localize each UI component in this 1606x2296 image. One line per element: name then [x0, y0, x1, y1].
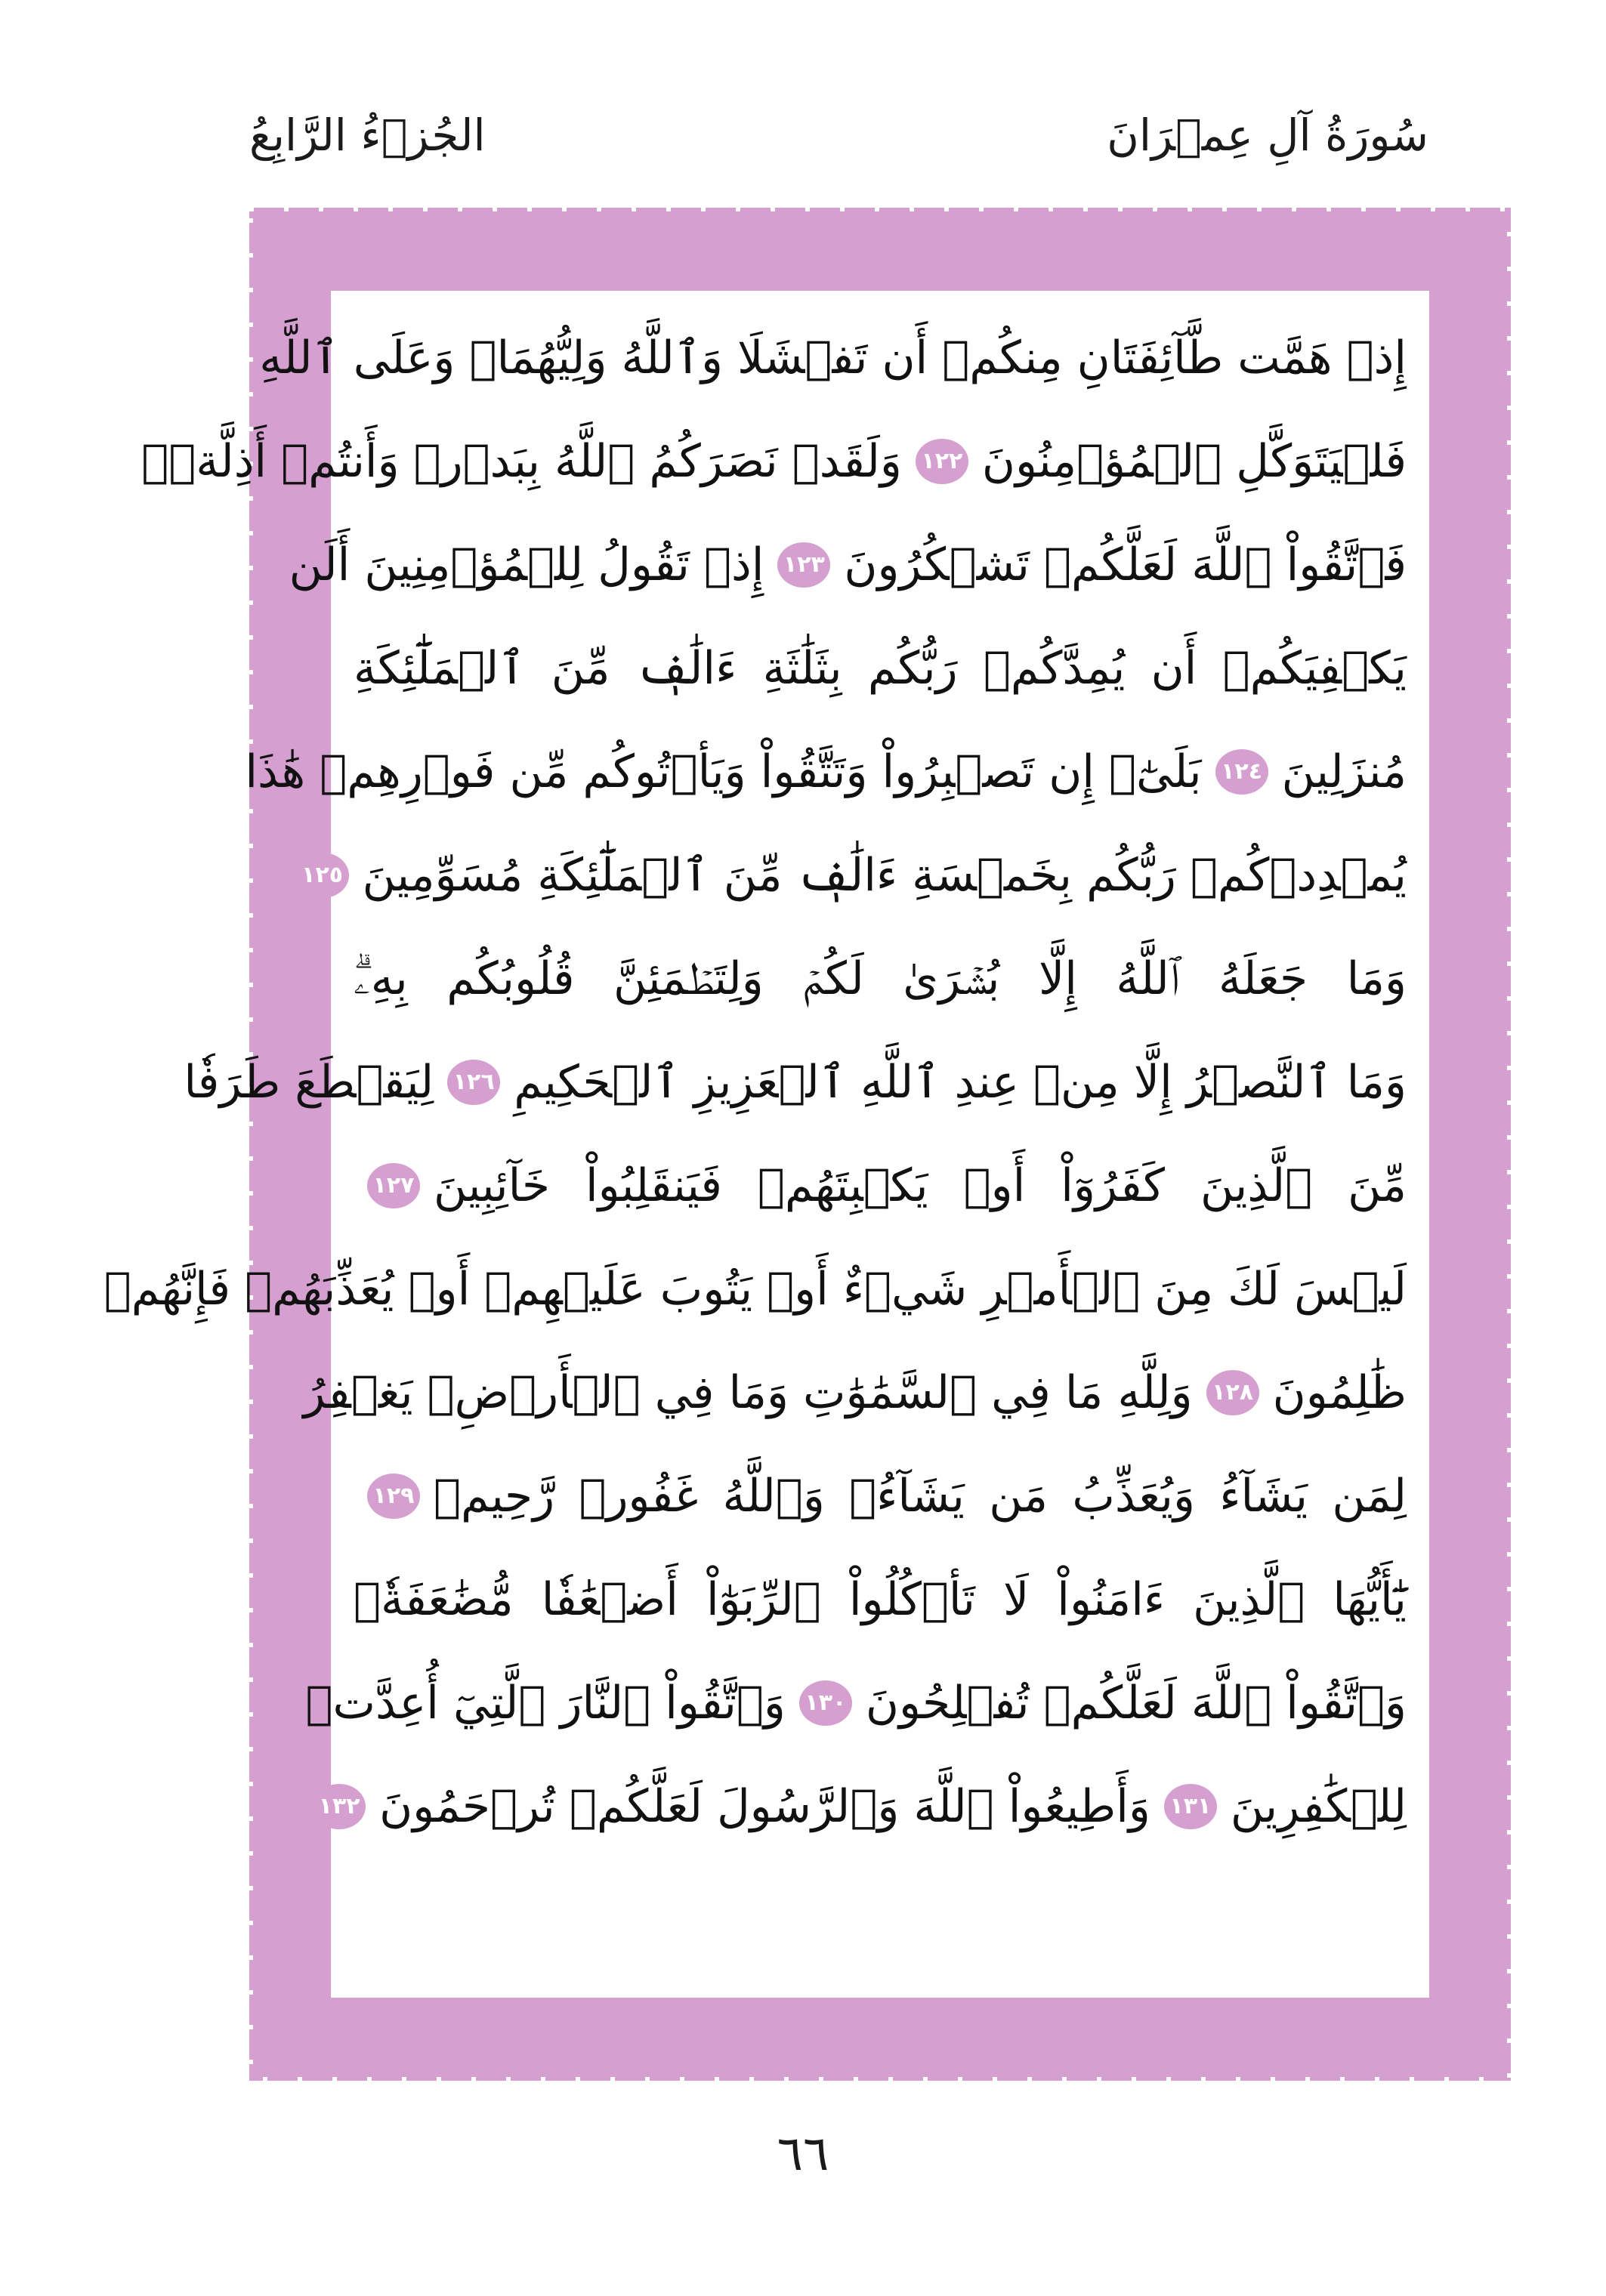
verse-line — [289, 513, 1407, 616]
verse-text: وَٱتَّقُواْ ٱلنَّارَ ٱلَّتِيٓ أُعِدَّتۡ — [305, 1676, 786, 1730]
verse-text: مِّنَ ٱلَّذِينَ كَفَرُوٓاْ أَوۡ يَكۡبِتَهُمۡ فَيَنقَلِبُواْ خَآئِبِينَ — [434, 1159, 1407, 1212]
verse-line — [301, 823, 1407, 927]
page-frame — [103, 208, 1511, 2081]
verse-text: إِذۡ هَمَّت طَّآئِفَتَانِ مِنكُمۡ أَن تَفۡشَلَا وَٱللَّهُ وَلِيُّهُمَاۗ وَعَلَى ٱللَّهِ — [259, 331, 1407, 384]
ayah-number-marker: ١٣١ — [1164, 1784, 1217, 1829]
verse-line — [184, 1030, 1407, 1134]
verse-text: يَٰٓأَيُّهَا ٱلَّذِينَ ءَامَنُواْ لَا تَأۡكُلُواْ ٱلرِّبَوٰٓاْ أَضۡعَٰفٗا مُّضَٰعَفَةٗۖ — [354, 1572, 1407, 1626]
ayah-number-marker: ١٢٤ — [1215, 749, 1268, 795]
verse-line — [303, 1341, 1407, 1444]
verse-text: مُنزَلِينَ — [1281, 745, 1407, 798]
ayah-number-marker: ١٢٢ — [916, 439, 968, 484]
verse-text: إِذۡ تَقُولُ لِلۡمُؤۡمِنِينَ أَلَن — [289, 538, 764, 591]
verse-line — [354, 1548, 1407, 1651]
ayah-number-marker: ١٢٥ — [296, 853, 349, 898]
verse-line — [318, 1754, 1407, 1858]
verse-line — [354, 927, 1407, 1030]
page-number: ٦٦ — [777, 2126, 829, 2182]
verse-text: وَلَقَدۡ نَصَرَكُمُ ٱللَّهُ بِبَدۡرٖ وَأَنتُمۡ أَذِلَّةٞۖ — [141, 434, 902, 488]
ayah-number-marker: ١٢٣ — [777, 542, 830, 588]
ayah-number-marker: ١٢٧ — [367, 1163, 420, 1208]
verse-line — [141, 409, 1407, 513]
juz-name: الجُزۡءُ الرَّابِعُ — [249, 110, 486, 161]
verse-text: لِلۡكَٰفِرِينَ — [1230, 1779, 1407, 1833]
verse-line — [354, 1444, 1407, 1548]
verse-line — [103, 1237, 1407, 1341]
verse-text: يَكۡفِيَكُمۡ أَن يُمِدَّكُمۡ رَبُّكُم بِثَلَٰثَةِ ءَالَٰفٖ مِّنَ ٱلۡمَلَٰٓئِكَةِ — [354, 641, 1407, 695]
verse-text: لَيۡسَ لَكَ مِنَ ٱلۡأَمۡرِ شَيۡءٌ أَوۡ يَتُوبَ عَلَيۡهِمۡ أَوۡ يُعَذِّبَهُمۡ فَإِنَّهُمۡ — [103, 1262, 1407, 1316]
verse-text: وَٱتَّقُواْ ٱللَّهَ لَعَلَّكُمۡ تُفۡلِحُونَ — [865, 1676, 1407, 1730]
verse-text: بَلَىٰٓۚ إِن تَصۡبِرُواْ وَتَتَّقُواْ وَيَأۡتُوكُم مِّن فَوۡرِهِمۡ هَٰذَا — [245, 745, 1202, 798]
verse-text: وَلِلَّهِ مَا فِي ٱلسَّمَٰوَٰتِ وَمَا فِي ٱلۡأَرۡضِۚ يَغۡفِرُ — [303, 1366, 1193, 1419]
verse-text: وَمَا جَعَلَهُ ٱللَّهُ إِلَّا بُشۡرَىٰ لَكُمۡ وَلِتَطۡمَئِنَّ قُلُوبُكُم بِهِۦۗ — [354, 952, 1407, 1005]
verse-text: وَأَطِيعُواْ ٱللَّهَ وَٱلرَّسُولَ لَعَلَّكُمۡ تُرۡحَمُونَ — [379, 1779, 1150, 1833]
ayah-number-marker: ١٢٨ — [1206, 1370, 1259, 1415]
surah-name: سُورَةُ آلِ عِمۡرَانَ — [1107, 110, 1428, 161]
ayah-number-marker: ١٣٢ — [313, 1784, 366, 1829]
verse-line — [305, 1651, 1407, 1754]
verse-text: فَٱتَّقُواْ ٱللَّهَ لَعَلَّكُمۡ تَشۡكُرُونَ — [844, 538, 1407, 591]
verse-text: يُمۡدِدۡكُمۡ رَبُّكُم بِخَمۡسَةِ ءَالَٰفٖ مِّنَ ٱلۡمَلَٰٓئِكَةِ مُسَوِّمِينَ — [362, 848, 1407, 902]
verse-text: وَمَا ٱلنَّصۡرُ إِلَّا مِنۡ عِندِ ٱللَّهِ ٱلۡعَزِيزِ ٱلۡحَكِيمِ — [514, 1055, 1407, 1109]
verse-line — [245, 720, 1407, 823]
verse-line — [354, 616, 1407, 720]
ayah-number-marker: ١٢٦ — [447, 1060, 500, 1105]
ayah-number-marker: ١٢٩ — [367, 1474, 420, 1519]
verse-lines — [103, 306, 1407, 1858]
verse-text: لِيَقۡطَعَ طَرَفٗا — [184, 1055, 434, 1109]
verse-text: لِمَن يَشَآءُ وَيُعَذِّبُ مَن يَشَآءُۚ وَٱللَّهُ غَفُورٞ رَّحِيمٞ — [434, 1469, 1407, 1523]
verse-line — [259, 306, 1407, 409]
ayah-number-marker: ١٣٠ — [799, 1680, 852, 1726]
verse-line — [354, 1134, 1407, 1237]
verse-text: ظَٰلِمُونَ — [1272, 1366, 1407, 1419]
verse-text: فَلۡيَتَوَكَّلِ ٱلۡمُؤۡمِنُونَ — [981, 434, 1407, 488]
text-panel — [103, 291, 1429, 1998]
